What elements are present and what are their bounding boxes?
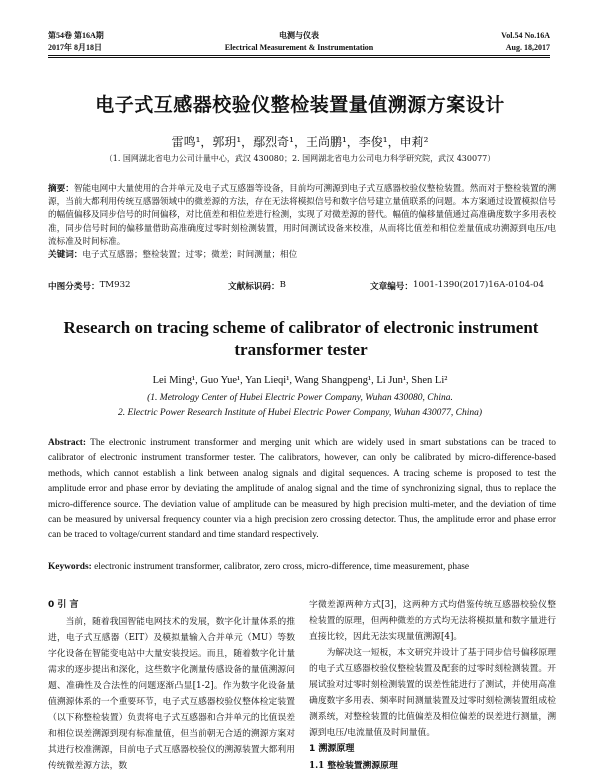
abstract-en-label: Abstract:: [48, 438, 87, 448]
doc-code: B: [279, 280, 286, 290]
header-rule-bottom: [48, 57, 550, 58]
header-rule-top: [48, 55, 550, 56]
article-number: 1001-1390(2017)16A-0104-04: [412, 280, 544, 290]
clc-label: 中图分类号：: [48, 282, 100, 292]
keywords-zh-text: 电子式互感器；整检装置；过零；微差；时间测量；相位: [82, 250, 298, 261]
abstract-en-text: The electronic instrument transformer and merging unit which are widely used in smart substations can be traced to calibrator of electronic instrument transformer tester. The calibrators, however, can only be calibrated by micro-difference-based methods, which cannot establish a link between analog signals and digital sequences. A tracing scheme is proposed to test the amplitude error and phase error by deviating the amplitude of analog signal and the time of synchronizing signal, thus to replace the micro-difference source. The deviation value of amplitude can be measured by high precision multi-meter, and the deviation of time can be measured by universal frequency counter via a high precision zero crossing detector. Thus, the amplitude error and phase error can be traced to voltage/current standard and time standard respectively.: [48, 438, 556, 541]
intro-heading: 0 引 言: [48, 600, 79, 610]
keywords-en-label: Keywords:: [48, 562, 92, 572]
right-paragraph-2: 为解决这一短板，本文研究并设计了基于同步信号偏移原理的电子式互感器校验仪整检装置及配套的过零时刻检测装置。开展试验对过零时刻检测装置的误差性能进行了测试，并使用高准确度数字多用表、频率时间测量装置及过零时刻检测装置组成检测系统，对整检装置的比值偏差及相位偏差的误差进行测量，溯源到电压/电流量值及时间量值。: [309, 648, 556, 738]
header-journal-zh: 电测与仪表: [279, 31, 319, 40]
affiliation-en-2: 2. Electric Power Research Institute of Hubei Electric Power Company, Wuhan 430077, China): [117, 408, 483, 418]
section-heading: 1 溯源原理: [309, 744, 355, 754]
keywords-en: [48, 562, 556, 572]
affiliation-en-1: (1. Metrology Center of Hubei Electric Power Company, Wuhan 430080, China.: [147, 393, 453, 403]
affiliations-zh: （1. 国网湖北省电力公司计量中心，武汉 430080；2. 国网湖北省电力公司电力科学研究院，武汉 430077）: [104, 154, 496, 163]
abstract-en: [48, 436, 556, 544]
header-date-left: 2017年 8月18日: [48, 43, 102, 52]
header-volume-right: Vol.54 No.16A: [501, 31, 550, 40]
subsection-heading: 1.1 整检装置溯源原理: [309, 761, 398, 771]
header-journal-en: Electrical Measurement & Instrumentation: [224, 43, 374, 52]
clc-number: TM932: [99, 280, 131, 290]
intro-paragraph: 当前，随着我国智能电网技术的发展，数字化计量体系的推进，电子式互感器（EIT）及模拟量输入合并单元（MU）等数字化设备在智能变电站中大量安装投运。而且，随着数字化计量需求的逐步提出和深化，这些数字化测量传感设备的量值溯源问题、准确性及合法性的问题逐渐凸显[1-2]。作为数字化设备量值溯源体系的一个重要环节，电子式互感器校验仪整体检定装置（以下称整检装置）负责将电子式互感器和合并单元的比值误差和相位误差溯源到现有标准量值，但当前朝无合适的溯源方案对其进行校准溯源，目前电子式互感器校验仪的溯源装置大都利用传统微差源方法，数: [48, 617, 295, 771]
right-paragraph-1: 字微差源两种方式[3]，这两种方式均借鉴传统互感器校验仪整检装置的原理，但两种微差的方式均无法将模拟量和数字量进行直接比较，因此无法实现量值溯源[4]。: [309, 600, 556, 642]
header-volume-left: 第54卷 第16A期: [48, 31, 104, 40]
authors-zh: 雷鸣¹，郭玥¹，鄢烈奇¹，王尚鹏¹，李俊¹，申莉²: [171, 135, 429, 149]
title-en: Research on tracing scheme of calibrator of electronic instrument transformer tester: [63, 318, 539, 359]
body-left-column: [48, 597, 295, 774]
keywords-en-text: electronic instrument transformer, calibrator, zero cross, micro-difference, time measurement, phase: [94, 562, 470, 572]
title-zh: 电子式互感器校验仪整检装置量值溯源方案设计: [95, 94, 505, 116]
body-right-column: [309, 597, 556, 774]
classification-line: [48, 280, 556, 294]
keywords-zh-label: 关键词：: [48, 250, 83, 261]
authors-en: Lei Ming¹, Guo Yue¹, Yan Lieqi¹, Wang Shangpeng¹, Li Jun¹, Shen Li²: [152, 375, 448, 386]
doc-code-label: 文献标识码：: [228, 282, 280, 292]
header-date-right: Aug. 18,2017: [505, 43, 550, 52]
abstract-zh-text: 智能电网中大量使用的合并单元及电子式互感器等设备，目前均可溯源到电子式互感器校验仪整检装置。然而对于整检装置的溯源，当前大都利用传统互感器领域中的微差源的方法，存在无法将模拟信号和数字信号建立量值联系的问题。本方案通过设置模拟信号的幅值偏移及同步信号的时间偏移，对比值差和相位差进行检测，实现了对微差源的替代。幅值的偏移量值通过高准确度数字多用表校准，同步信号时间的偏移量借助高准确度过零时刻检测装置，用时间测试设备来校准，从而将比值差和相位差量值成功溯源到电压/电流标准及时间标准。: [48, 184, 556, 247]
abstract-zh: [48, 183, 556, 262]
abstract-zh-label: 摘要：: [48, 184, 74, 194]
article-number-label: 文章编号：: [370, 282, 413, 292]
